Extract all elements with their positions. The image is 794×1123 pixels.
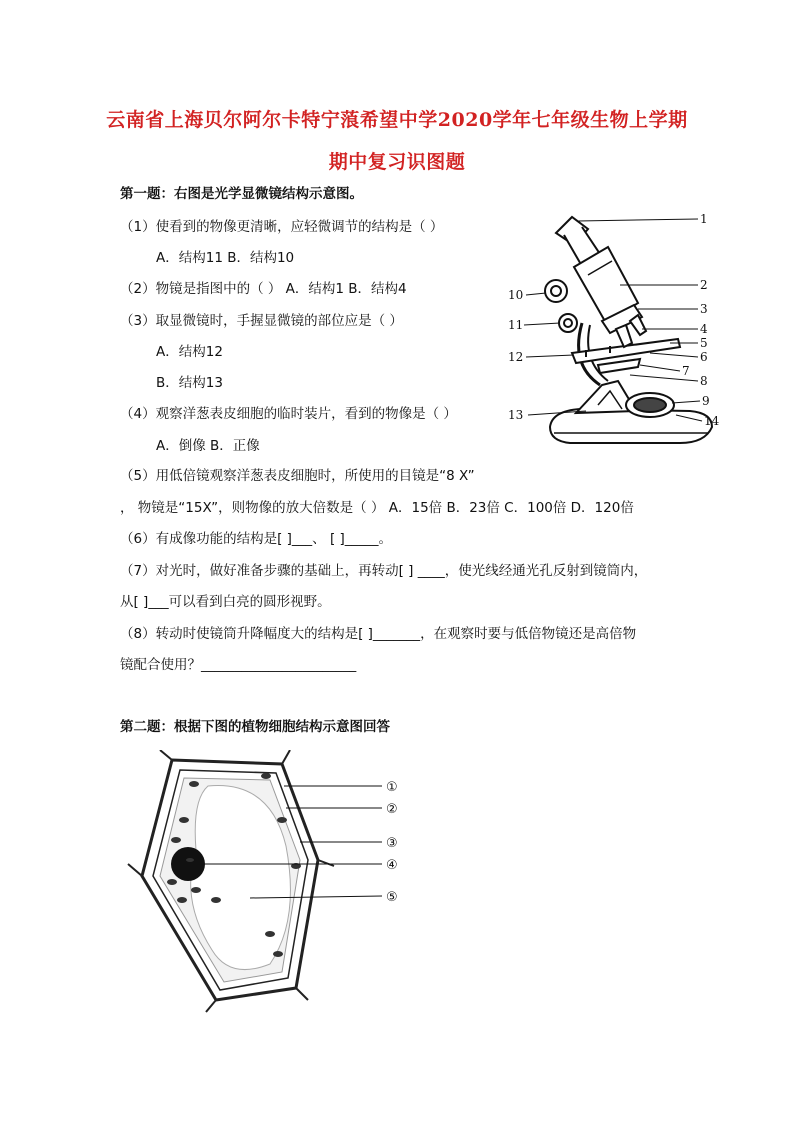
document-title-line-2: 期中复习识图题	[328, 151, 466, 173]
microscope-label-9: 9	[702, 394, 710, 408]
microscope-label-3: 3	[700, 302, 708, 316]
q1-sub-3-option-b: B．结构13	[156, 375, 223, 391]
microscope-label-4: 4	[700, 322, 708, 336]
q1-sub-4-options: A．倒像 B．正像	[156, 438, 260, 454]
q1-sub-1: （1）使看到的物像更清晰，应轻微调节的结构是（ ）	[120, 219, 444, 235]
q1-sub-6: （6）有成像功能的结构是[ ]___、 [ ]_____。	[120, 531, 393, 547]
microscope-diagram	[490, 205, 730, 455]
microscope-label-10: 10	[508, 288, 524, 302]
microscope-label-1: 1	[700, 212, 708, 226]
question-1-heading: 第一题：右图是光学显微镜结构示意图。	[120, 186, 363, 202]
microscope-label-6: 6	[700, 350, 708, 364]
cell-label-5: ⑤	[386, 890, 398, 905]
q1-sub-1-options: A．结构11 B．结构10	[156, 250, 295, 266]
q1-sub-5-line-1: （5）用低倍镜观察洋葱表皮细胞时，所使用的目镜是“8 X”	[120, 468, 475, 484]
document-title-line-1: 云南省上海贝尔阿尔卡特宁蒗希望中学2020学年七年级生物上学期	[106, 109, 688, 131]
microscope-label-7: 7	[682, 364, 690, 378]
q1-sub-8-line-1: （8）转动时使镜筒升降幅度大的结构是[ ]_______，在观察时要与低倍物镜还是高倍物	[120, 626, 637, 642]
cell-label-4: ④	[386, 858, 398, 873]
microscope-label-8: 8	[700, 374, 708, 388]
q1-sub-4: （4）观察洋葱表皮细胞的临时装片，看到的物像是（ ）	[120, 406, 457, 422]
microscope-label-14: 14	[704, 414, 720, 428]
q1-sub-7-line-1: （7）对光时，做好准备步骤的基础上，再转动[ ] ____，使光线经通光孔反射到镜筒内，	[120, 563, 648, 579]
microscope-label-12: 12	[508, 350, 524, 364]
cell-label-3: ③	[386, 836, 398, 851]
microscope-label-5: 5	[700, 336, 708, 350]
microscope-label-13: 13	[508, 408, 524, 422]
q1-sub-2: （2）物镜是指图中的（ ） A．结构1 B．结构4	[120, 281, 407, 297]
cell-label-1: ①	[386, 780, 398, 795]
microscope-label-2: 2	[700, 278, 708, 292]
q1-sub-7-line-2: 从[ ]___可以看到白亮的圆形视野。	[120, 594, 331, 610]
q1-sub-3-option-a: A．结构12	[156, 344, 223, 360]
q1-sub-3: （3）取显微镜时，手握显微镜的部位应是（ ）	[120, 313, 403, 329]
q1-sub-5-line-2: ， 物镜是“15X”，则物像的放大倍数是（ ） A．15倍 B．23倍 C．100倍 D．120倍	[120, 500, 634, 516]
plant-cell-diagram	[120, 750, 420, 1020]
question-2-heading: 第二题：根据下图的植物细胞结构示意图回答	[120, 719, 390, 735]
microscope-label-11: 11	[508, 318, 524, 332]
cell-label-2: ②	[386, 802, 398, 817]
q1-sub-8-line-2: 镜配合使用？_______________________	[120, 657, 357, 673]
